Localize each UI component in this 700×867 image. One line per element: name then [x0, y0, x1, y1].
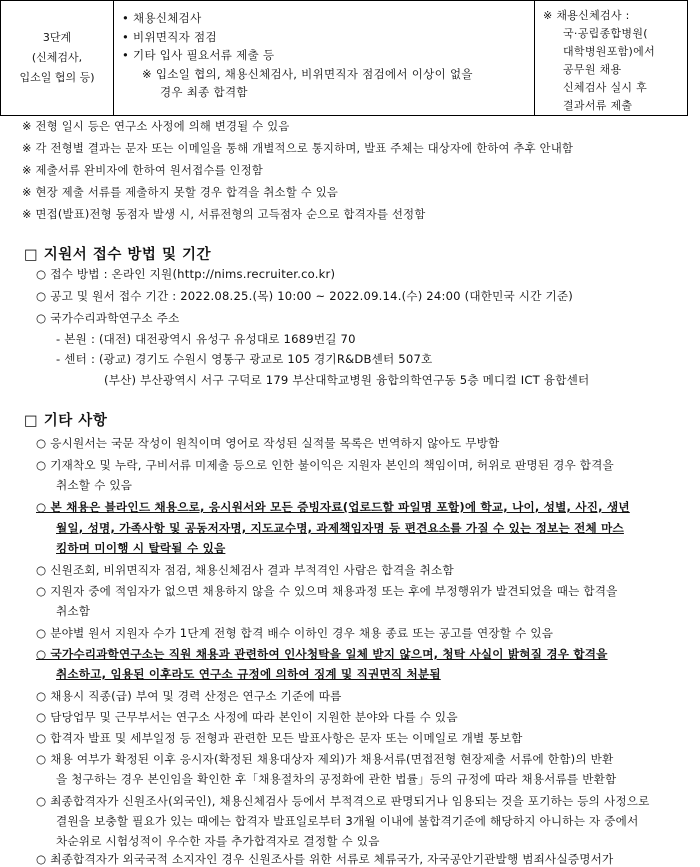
stage-subnote: 경우 최종 합격함: [160, 85, 248, 99]
stage-label-cell: [1, 1, 114, 116]
other-item-cont: 월일, 성명, 가족사항 및 공동저자명, 지도교수명, 과제책임자명 등 편견요소를 가질 수 있는 정보는 전체 마스: [56, 521, 624, 535]
stage-side-line: 결과서류 제출: [563, 99, 633, 112]
address-center-busan: (부산) 부산광역시 서구 구덕로 179 부산대학교병원 융합의학연구동 5층 메디컬 ICT 융합센터: [104, 373, 590, 387]
section-title-application: □ 지원서 접수 방법 및 기간: [24, 247, 212, 263]
stage-label-line: 입소일 협의 등): [19, 71, 95, 84]
stage-side-line: 국·공립종합병원(: [563, 27, 648, 40]
note: ※ 면접(발표)전형 동점자 발생 시, 서류전형의 고득점자 순으로 합격자를 선정함: [22, 208, 426, 221]
other-item: ○ 신원조회, 비위면직자 점검, 채용신체검사 결과 부적격인 사람은 합격을 취소함: [36, 563, 454, 577]
other-item: ○ 채용시 직종(급) 부여 및 경력 산정은 연구소 기준에 따름: [36, 689, 342, 703]
stage-side-title: ※ 채용신체검사 :: [543, 9, 630, 22]
other-item-cont: 차순위로 시험성적이 우수한 자를 추가합격자로 결정할 수 있음: [56, 834, 380, 848]
other-item-cont: 을 청구하는 경우 본인임을 확인한 후「채용절차의 공정화에 관한 법률」등의 규정에 따라 채용서류를 반환함: [56, 772, 617, 786]
other-item-cont: 취소하고, 임용된 이후라도 연구소 규정에 의하여 징계 및 직권면직 처분됨: [56, 667, 441, 681]
other-item: ○ 담당업무 및 근무부서는 연구소 사정에 따라 본인이 지원한 분야와 다를 수 있음: [36, 710, 458, 724]
note: ※ 현장 제출 서류를 제출하지 못할 경우 합격을 취소할 수 있음: [22, 186, 339, 199]
stage-table: [0, 0, 688, 116]
stage-side-cell: [535, 1, 688, 116]
other-item: ○ 분야별 원서 지원자 수가 1단계 전형 합격 배수 이하인 경우 채용 종료 또는 공고를 연장할 수 있음: [36, 626, 554, 640]
stage-label-line: (신체검사,: [31, 51, 83, 64]
other-item: ○ 응시원서는 국문 작성이 원칙이며 영어로 작성된 실적물 목록은 번역하지 않아도 무방함: [36, 436, 500, 450]
other-item: ○ 지원자 중에 적임자가 없으면 채용하지 않을 수 있으며 채용과정 또는 후에 부정행위가 발견되었을 때는 합격을: [36, 584, 618, 598]
stage-item: • 비위면직자 점검: [122, 29, 217, 44]
other-item-solicit: ○ 국가수리과학연구소는 직원 채용과 관련하여 인사청탁을 일체 받지 않으며, 청탁 사실이 밝혀질 경우 합격을: [36, 647, 608, 661]
stage-side-line: 공무원 채용: [563, 63, 622, 76]
other-item-cont: 킹하며 미이행 시 탈락될 수 있음: [56, 541, 226, 555]
other-item: ○ 합격자 발표 및 세부일정 등 전형과 관련한 모든 발표사항은 문자 또는 이메일로 개별 통보함: [36, 731, 523, 745]
other-item-cont: 취소함: [56, 604, 91, 618]
other-item: ○ 최종합격자가 신원조사(외국인), 채용신체검사 등에서 부적격으로 판명되거나 임용되는 것을 포기하는 등의 사정으로: [36, 794, 650, 808]
note: ※ 전형 일시 등은 연구소 사정에 의해 변경될 수 있음: [22, 120, 290, 133]
other-item-blind: ○ 본 채용은 블라인드 채용으로, 응시원서와 모든 증빙자료(업로드할 파일명 포함)에 학교, 나이, 성별, 사진, 생년: [36, 500, 630, 514]
note: ※ 각 전형별 결과는 문자 또는 이메일을 통해 개별적으로 통지하며, 발표 주체는 대상자에 한하여 추후 안내함: [22, 142, 574, 155]
other-item-cont: 취소할 수 있음: [56, 478, 133, 492]
other-item-cont: 결원을 보충할 필요가 있는 때에는 합격자 발표일로부터 3개월 이내에 불합격기준에 해당하지 아니하는 자 중에서: [56, 814, 639, 828]
other-item: ○ 기재착오 및 누락, 구비서류 미제출 등으로 인한 불이익은 지원자 본인의 책임이며, 허위로 판명된 경우 합격을: [36, 458, 614, 472]
application-method: ○ 접수 방법 : 온라인 지원(http://nims.recruiter.co.kr): [36, 267, 336, 281]
stage-label-line: 3단계: [42, 31, 72, 44]
address-center: - 센터 : (광교) 경기도 수원시 영통구 광교로 105 경기R&DB센터 507호: [56, 352, 433, 366]
stage-item: • 기타 입사 필요서류 제출 등: [122, 48, 275, 62]
address-hq: - 본원 : (대전) 대전광역시 유성구 유성대로 1689번길 70: [56, 332, 356, 346]
application-period: ○ 공고 및 원서 접수 기간 : 2022.08.25.(목) 10:00 ~ 2022.09.14.(수) 24:00 (대한민국 시간 기준): [36, 289, 574, 303]
stage-side-line: 신체검사 실시 후: [563, 81, 648, 94]
stage-side-line: 대학병원포함)에서: [563, 45, 655, 58]
other-item: ○ 채용 여부가 확정된 이후 응시자(확정된 채용대상자 제외)가 채용서류(면접전형 현장제출 서류에 한함)의 반환: [36, 752, 614, 766]
section-title-other: □ 기타 사항: [24, 413, 108, 429]
note: ※ 제출서류 완비자에 한하여 원서접수를 인정함: [22, 164, 264, 177]
other-item: ○ 최종합격자가 외국국적 소지자인 경우 신원조사를 위한 서류로 체류국가, 자국공안기관발행 범죄사실증명서가: [36, 852, 614, 866]
stage-item: • 채용신체검사: [122, 11, 202, 25]
stage-subnote: ※ 입소일 협의, 채용신체검사, 비위면직자 점검에서 이상이 없을: [142, 66, 473, 81]
address-label: ○ 국가수리과학연구소 주소: [36, 311, 180, 325]
stage-items-cell: [114, 1, 535, 116]
